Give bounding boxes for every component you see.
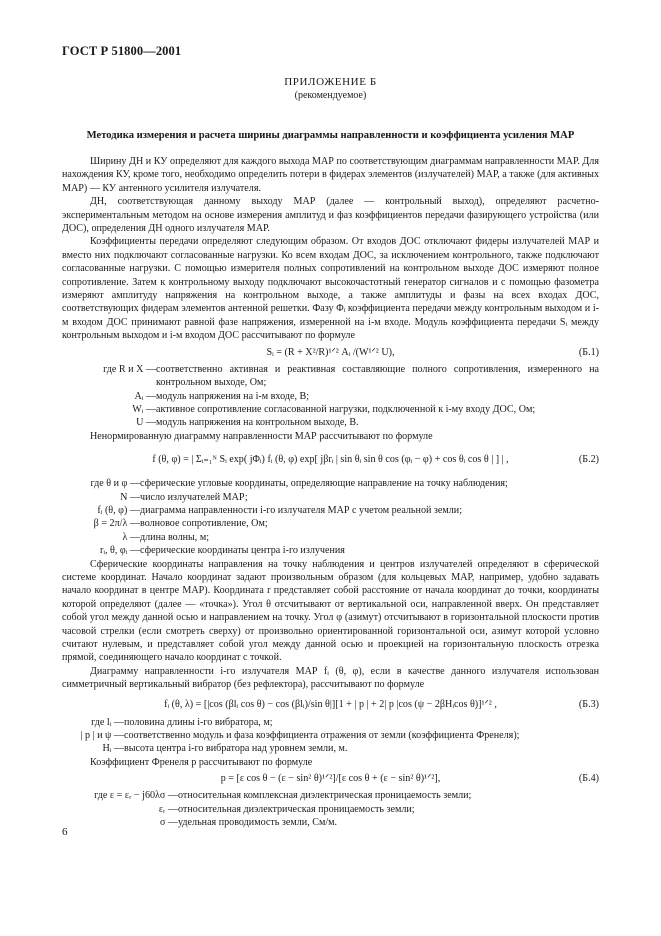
definition-term: где R и X —: [103, 363, 156, 375]
page-number: 6: [62, 826, 68, 838]
equation-formula: Sᵢ = (R + X²/R)¹ᐟ² Aᵢ /(W¹ᐟ² U),: [266, 346, 395, 358]
definition-text: диаграмма направленности i-го излучателя МАР с учетом реальной земли;: [140, 504, 463, 516]
equation-number: (Б.1): [578, 346, 599, 358]
section-title: Методика измерения и расчета ширины диаграммы направленности и коэффициента усиления МАР: [86, 130, 575, 141]
definition-item: [62, 403, 599, 416]
definition-text: модуль напряжения на контрольном выходе, В.: [156, 417, 359, 429]
definition-text: сферические координаты центра i-го излучения: [140, 545, 345, 557]
definition-term: β = 2π/λ —: [93, 518, 140, 530]
paragraph: Ширину ДН и КУ определяют для каждого выхода МАР по соответствующим диаграммам направленности МАР. Для нахождения КУ, кроме того, необходимо определить потери в фидерах элементов (излучателей) МАР, а также (для активных МАР) — КУ антенного усилителя излучателя.: [62, 156, 599, 194]
definition-text: волновое сопротивление, Ом;: [140, 518, 268, 530]
definition-item: [62, 491, 599, 504]
definition-term: где ε = εᵣ − j60λσ —: [94, 790, 178, 802]
paragraph: Коэффициенты передачи определяют следующим образом. От входов ДОС отключают фидеры излучателей МАР и вместо них подключают согласованные нагрузки. Ко всем входам ДОС, за исключением контрольного, также подключают согласованные нагрузки. С помощью измерителя полных сопротивлений на контрольном выходе ДОС измеряют полное сопротивление. Затем к контрольному выходу подключают высокочастотный генератор сигналов и с помощью фазометра измеряют амплитуду напряжения на контрольном выходе, а также амплитуды и фазы на всех входах ДОС, соответствующих фидерам элементов антенной решетки. Фазу Φᵢ коэффициента передачи между контрольным выходом и i-м входом ДОС принимают равной фазе напряжения, измеренной на i-м входе. Модуль коэффициента передачи Sᵢ между контрольным выходом и i-м входом ДОС рассчитывают по формуле: [62, 236, 599, 342]
definition-term: rᵢ, θ, φᵢ —: [99, 545, 140, 557]
definition-text: соответственно модуль и фаза коэффициента отражения от земли (коэффициента Френеля);: [124, 730, 520, 742]
equation-b1: [62, 343, 599, 363]
definition-item: [62, 716, 599, 729]
equation-formula: fᵢ (θ, λ) = [|cos (βlᵢ cos θ) − cos (βlᵢ)/sin θ|][1 + | p | + 2| p |cos (ψ − 2βHᵢcos θ)]¹ᐟ² ,: [164, 698, 497, 710]
definition-term: где θ и φ —: [90, 478, 140, 490]
definition-item: [62, 544, 599, 557]
definition-term: | p | и ψ —: [80, 730, 124, 742]
definition-text: соответственно активная и реактивная составляющие полного сопротивления, измеренного на контрольном выходе, Ом;: [156, 363, 599, 389]
definition-term: fᵢ (θ, φ) —: [97, 504, 140, 516]
equation-formula: p = [ε cos θ − (ε − sin² θ)¹ᐟ²]/[ε cos θ + (ε − sin² θ)¹ᐟ²],: [220, 773, 441, 785]
appendix-title: ПРИЛОЖЕНИЕ Б: [284, 76, 377, 88]
definition-term: Wᵢ —: [132, 403, 156, 415]
definition-text: относительная комплексная диэлектрическая проницаемость земли;: [178, 790, 472, 802]
definition-item: [62, 416, 599, 429]
definition-text: удельная проводимость земли, См/м.: [178, 817, 338, 829]
definition-item: [62, 504, 599, 517]
appendix-subtitle: (рекомендуемое): [294, 90, 367, 101]
equation-number: (Б.4): [578, 773, 599, 785]
paragraph: ДН, соответствующая данному выходу МАР (далее — контрольный выход), определяют расчетно-экспериментальным методом на основе измерения амплитуд и фаз коэффициентов передачи фазирующего устройства (или ДОС), определения ДН одного излучателя МАР.: [62, 196, 599, 235]
paragraph: Диаграмму направленности i-го излучателя МАР fᵢ (θ, φ), если в качестве данного излучателя использован симметричный вертикальный вибратор (без рефлектора), рассчитывают по формуле: [62, 665, 599, 691]
definition-text: модуль напряжения на i-м входе, В;: [156, 390, 310, 402]
equation-b4: [62, 769, 599, 789]
definition-term: Aᵢ —: [134, 390, 156, 402]
definition-text: относительная диэлектрическая проницаемость земли;: [178, 803, 415, 815]
definition-term: где lᵢ —: [91, 716, 124, 728]
document-header: ГОСТ Р 51800—2001: [62, 44, 182, 58]
definition-term: Hᵢ —: [102, 743, 124, 755]
paragraph: Коэффициент Френеля p рассчитывают по формуле: [90, 756, 313, 768]
definition-item: [62, 816, 599, 829]
paragraph: Сферические координаты направления на точку наблюдения и центров излучателей определяют в сферической системе координат. Начало координат задают произвольным образом (для кольцевых МАР, например, удобно задавать начало координат в центре МАР). Координата r представляет собой расстояние от начала координат до точки, координаты которой определяют (далее — «точка»). Угол θ отсчитывают от вертикальной оси, направленной вверх. Он представляет собой угол между данной осью и направлением на точку. Угол φ (азимут) отсчитывают в горизонтальной плоскости против часовой стрелки (если смотреть сверху) от произвольно ориентированной горизонтальной оси, азимут которой условно считают нулевым, и представляет собой угол между данной осью и проекцией на горизонтальную плоскость отрезка прямой, соединяющего начало координат с точкой.: [62, 558, 599, 664]
definition-item: [62, 789, 599, 802]
definition-term: U —: [136, 417, 156, 429]
definition-item: [62, 363, 599, 390]
definition-item: [62, 803, 599, 816]
definition-text: высота центра i-го вибратора над уровнем земли, м.: [124, 743, 348, 755]
definition-term: λ —: [122, 531, 140, 543]
definition-item: [62, 390, 599, 403]
equation-number: (Б.3): [578, 698, 599, 710]
definition-text: сферические угловые координаты, определяющие направление на точку наблюдения;: [140, 478, 508, 490]
definition-term: εᵣ —: [158, 803, 178, 815]
definition-term: N —: [120, 491, 140, 503]
definition-text: активное сопротивление согласованной нагрузки, подключенной к i-му входу ДОС, Ом;: [156, 403, 536, 415]
equation-formula: f (θ, φ) = | Σᵢ₌₁ᴺ Sᵢ exp( jΦᵢ) fᵢ (θ, φ) exp[ jβrᵢ | sin θᵢ sin θ cos (φᵢ − φ) + cos θᵢ cos θ | ] | ,: [152, 454, 509, 466]
definition-item: [62, 742, 599, 755]
equation-number: (Б.2): [578, 454, 599, 466]
definition-text: половина длины i-го вибратора, м;: [124, 716, 273, 728]
definition-item: [62, 531, 599, 544]
definition-term: σ —: [159, 817, 178, 829]
definition-item: [62, 477, 599, 490]
appendix-heading: [0, 76, 661, 102]
definition-text: длина волны, м;: [140, 531, 210, 543]
definition-text: число излучателей МАР;: [140, 491, 248, 503]
definition-item: [62, 729, 599, 742]
equation-b2: [62, 443, 599, 477]
paragraph: Ненормированную диаграмму направленности МАР рассчитывают по формуле: [90, 430, 433, 442]
equation-b3: [62, 692, 599, 716]
document-body: [62, 155, 599, 829]
definition-item: [62, 517, 599, 530]
